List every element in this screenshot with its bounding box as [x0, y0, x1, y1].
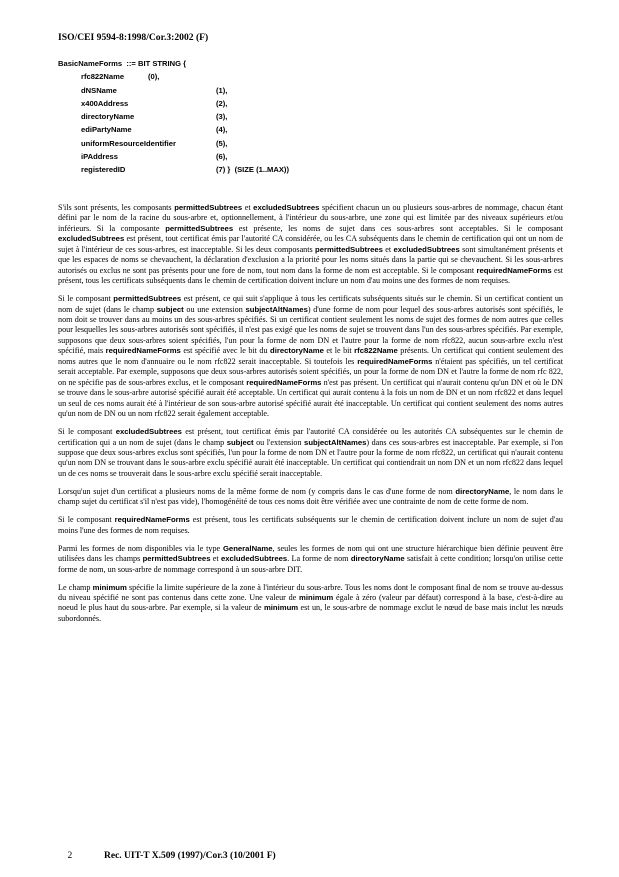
identifier-term: permittedSubtrees [142, 554, 211, 564]
body-text [58, 203, 563, 632]
identifier-term: requiredNameForms [476, 265, 552, 275]
identifier-term: permittedSubtrees [165, 223, 234, 233]
paragraph: Si le composant permittedSubtrees est présent, ce qui suit s'applique à tous les certificats subséquents situés sur le chemin. Si un certificat contient un nom de sujet (dans le champ subject ou une extension subjectAltNames) d'une forme de nom pour lequel des sous-arbres autorisés sont spécifiés, le nom doit se trouver dans au moins un des sous-arbres spécifiés. Si un certificat contient seulement les noms de sujet des formes de nom autres que celles pour lesquelles les sous-arbres autorisés sont spécifiés, il n'est pas exigé que les noms de sujet se trouvent dans l'un des sous-arbres spécifiés. Par exemple, supposons que deux sous-arbres soient spécifiés, l'un pour la forme de nom DN et l'autre pour la forme de nom rfc822, aucun sous-arbre exclu n'est spécifié, mais requiredNameForms est spécifié avec le bit du directoryName et le bit rfc822Name présents. Un certificat qui contient seulement des noms autres que le nom d'annuaire ou le nom rfc822 serait inacceptable. Si toutefois les requiredNameForms n'étaient pas spécifiés, un tel certificat serait acceptable. Par exemple, supposons que deux sous-arbres autorisés soient spécifiés, un pour la forme de nom DN et l'autre la forme de nom rfc 822, on ne spécifie pas de sous-arbres exclus, et le composant requiredNameForms n'est pas présent. Un certificat qui n'aurait contenu qu'un DN et où le DN se trouve dans le sous-arbre autorisé spécifié aurait été acceptable. Un certificat qui aurait contenu à la fois un nom de DN et un nom rfc822 et dans lequel un seul de ces noms aurait été à l'intérieur de son sous-arbre autorisé spécifié aurait été inacceptable. Un certificat qui contient seulement des noms autres qu'un nom de DN ou un nom rfc822 serait également acceptable. [58, 294, 563, 419]
identifier-term: excludedSubtrees [58, 234, 125, 244]
asn1-field-name: registeredID [81, 165, 126, 175]
identifier-term: subject [156, 304, 184, 314]
identifier-term: GeneralName [222, 543, 273, 553]
asn1-field-name: directoryName [81, 112, 135, 122]
identifier-term: requiredNameForms [246, 377, 322, 387]
identifier-term: permittedSubtrees [113, 294, 182, 304]
asn1-field-name: uniformResourceIdentifier [81, 138, 176, 148]
paragraph: Parmi les formes de nom disponibles via le type GeneralName, seules les formes de nom qui ont une structure hiérarchique bien définie peuvent être utilisées dans les champs permittedSubtrees et excludedSubtrees. La forme de nom directoryName satisfait à cette condition; lorsqu'on utilise cette forme de nom, un sous-arbre de nommage correspond à un sous-arbre DIT. [58, 543, 563, 574]
asn1-field-value: (5), [216, 138, 228, 148]
identifier-term: directoryName [455, 486, 510, 496]
identifier-term: excludedSubtrees [220, 554, 288, 564]
footer-reference: Rec. UIT-T X.509 (1997)/Cor.3 (10/2001 F) [104, 851, 276, 861]
paragraph: Lorsqu'un sujet d'un certificat a plusieurs noms de la même forme de nom (y compris dans le cas d'une forme de nom directoryName, le nom dans le champ sujet du certificat s'il n'est pas vide), l'homogénéité de tous ces noms doit être vérifiée avec une contrainte de nom de cette forme de nom. [58, 486, 563, 507]
asn1-field-name: ediPartyName [81, 125, 132, 135]
page-header: ISO/CEI 9594-8:1998/Cor.3:2002 (F) [58, 32, 209, 43]
identifier-term: subjectAltNames [245, 304, 308, 314]
identifier-term: directoryName [350, 554, 405, 564]
identifier-term: excludedSubtrees [253, 203, 320, 212]
asn1-field-value: (4), [216, 125, 228, 135]
paragraph: Le champ minimum spécifie la limite supérieure de la zone à l'intérieur du sous-arbre. Tous les noms dont le composant final de nom se trouve au-dessus du niveau spécifié ne sont pas contenus dans cette zone. Une valeur de minimum égale à zéro (valeur par défaut) correspond à la base, c'est-à-dire au noeud le plus haut du sous-arbre. Par exemple, si la valeur de minimum est un, le sous-arbre de nommage exclut le nœud de base mais inclut les nœuds subordonnés. [58, 582, 563, 623]
page-footer [58, 841, 276, 871]
paragraph: Si le composant excludedSubtrees est présent, tout certificat émis par l'autorité CA considérée ou les autorités CA subséquentes sur le chemin de certification qui a un nom de sujet (dans le champ subject ou l'extension subjectAltNames) dans ces sous-arbres est inacceptable. Par exemple, si l'on suppose que deux sous-arbres exclus sont spécifiés, l'un pour la forme de nom DN et l'autre pour la forme de nom rfc822, un certificat qui n'aurait contenu qu'un nom DN se trouvant dans le sous-arbre exclu spécifié aurait été inacceptable. Un certificat qui contiendrait un nom DN et un nom rfc822 dans lequel un de ces noms se trouverait dans le sous-arbre exclu spécifié serait inacceptable. [58, 427, 564, 478]
page-number: 2 [67, 851, 73, 861]
identifier-term: minimum [263, 603, 299, 613]
identifier-term: excludedSubtrees [393, 244, 460, 254]
asn1-field-value: (0), [148, 72, 160, 82]
identifier-term: subject [226, 437, 254, 447]
asn1-field-name: x400Address [81, 98, 129, 108]
asn1-field-value: (6), [216, 152, 228, 162]
identifier-term: directoryName [270, 346, 324, 356]
identifier-term: subjectAltNames [304, 437, 367, 447]
paragraph: Si le composant requiredNameForms est présent, tous les certificats subséquents sur le chemin de certification doivent inclure un nom de sujet d'au moins l'une des formes de nom requises. [58, 515, 563, 535]
asn1-field-value: (3), [216, 112, 228, 122]
asn1-field-value: (7) } (SIZE (1..MAX)) [216, 165, 289, 175]
asn1-title: BasicNameForms ::= BIT STRING { [58, 59, 187, 68]
paragraph: S'ils sont présents, les composants permittedSubtrees et excludedSubtrees spécifient chacun un ou plusieurs sous-arbres de nommage, chacun étant défini par le nom de la racine du sous-arbre et, optionnellement, à l'intérieur du sous-arbre, une zone qui est limitée par des niveaux supérieurs et/ou inférieurs. Si la composante permittedSubtrees est présente, les noms de sujet dans ces sous-arbres sont acceptables. Si le composant excludedSubtrees est présent, tout certificat émis par l'autorité CA considérée, ou les CA subséquents dans le chemin de certification qui ont un nom de sujet à l'intérieur de ces sous-arbres, est inacceptable. Si les deux composants permittedSubtrees et excludedSubtrees sont simultanément présents et que les espaces de noms se chevauchent, la déclaration d'exclusion a la priorité pour les noms situés dans la partie qui se chevauchent. Si les sous-arbres autorisés ou exclus ne sont pas présents pour une fore de nom, tout nom dans la forme de nom est acceptable. Si le composant requiredNameForms est présent, tous les certificats subséquents dans le chemin de certification doivent inclure un nom d'au moins une des formes de nom requises. [58, 203, 564, 286]
identifier-term: minimum [92, 582, 127, 592]
asn1-field-name: iPAddress [81, 152, 118, 162]
identifier-term: permittedSubtrees [174, 203, 243, 212]
asn1-field-value: (1), [216, 85, 228, 95]
asn1-field-value: (2), [216, 98, 228, 108]
identifier-term: minimum [299, 592, 334, 602]
identifier-term: requiredNameForms [114, 515, 190, 525]
identifier-term: rfc822Name [354, 346, 398, 356]
asn1-field-name: rfc822Name [81, 72, 125, 82]
identifier-term: excludedSubtrees [115, 427, 182, 437]
asn1-field-name: dNSName [81, 85, 117, 95]
identifier-term: requiredNameForms [357, 356, 433, 366]
identifier-term: permittedSubtrees [315, 244, 383, 254]
identifier-term: requiredNameForms [105, 346, 181, 356]
